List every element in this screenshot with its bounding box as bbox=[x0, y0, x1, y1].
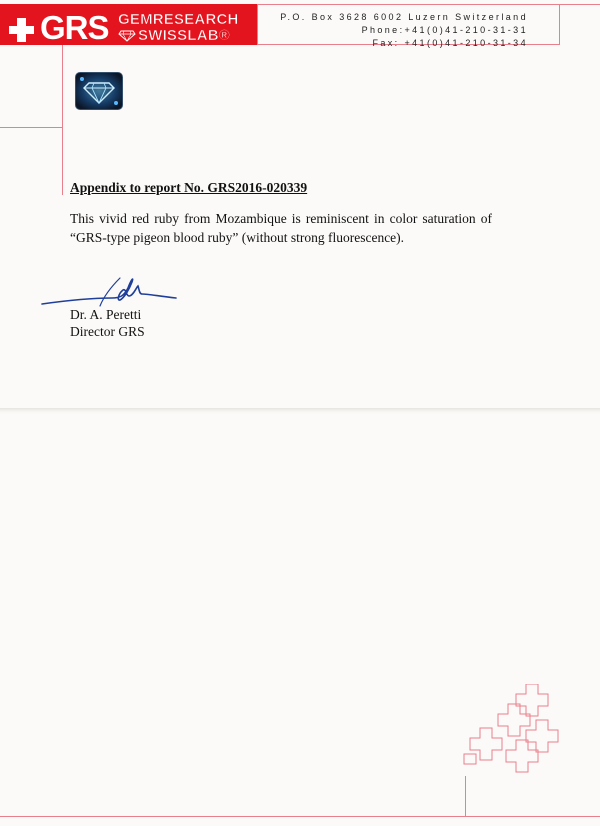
grs-logo-band bbox=[0, 4, 257, 45]
grs-corner-cross-logo bbox=[460, 684, 560, 774]
diamond-hologram-icon bbox=[76, 73, 122, 109]
signature bbox=[40, 272, 180, 312]
red-guide-line bbox=[62, 45, 63, 195]
red-guide-line bbox=[0, 127, 62, 128]
hologram-sticker bbox=[76, 73, 122, 109]
grs-logo-text: GRS bbox=[40, 9, 109, 46]
address-line: P.O. Box 3628 6002 Luzern Switzerland bbox=[280, 12, 528, 22]
appendix-title: Appendix to report No. GRS2016-020339 bbox=[70, 180, 308, 195]
red-guide-line bbox=[0, 816, 600, 817]
appendix-text: This vivid red ruby from Mozambique is reminiscent in color saturation of “GRS-type pigeon blood ruby” (without strong fluorescence). bbox=[70, 211, 492, 245]
diamond-icon bbox=[118, 30, 136, 42]
red-guide-line bbox=[257, 4, 600, 5]
red-guide-line bbox=[559, 4, 560, 45]
page-fold bbox=[0, 408, 600, 414]
lab-name-line1: GEMRESEARCH bbox=[118, 11, 239, 28]
signatory-name: Dr. A. Peretti bbox=[70, 307, 142, 322]
swiss-cross-icon bbox=[6, 16, 38, 42]
lab-name-line2: SWISSLAB® bbox=[138, 27, 231, 44]
fax-line: Fax: +41(0)41-210-31-34 bbox=[372, 38, 528, 48]
signatory-title: Director GRS bbox=[70, 324, 145, 339]
phone-line: Phone:+41(0)41-210-31-31 bbox=[361, 25, 528, 35]
red-guide-line bbox=[257, 4, 258, 45]
red-guide-line bbox=[465, 776, 466, 816]
